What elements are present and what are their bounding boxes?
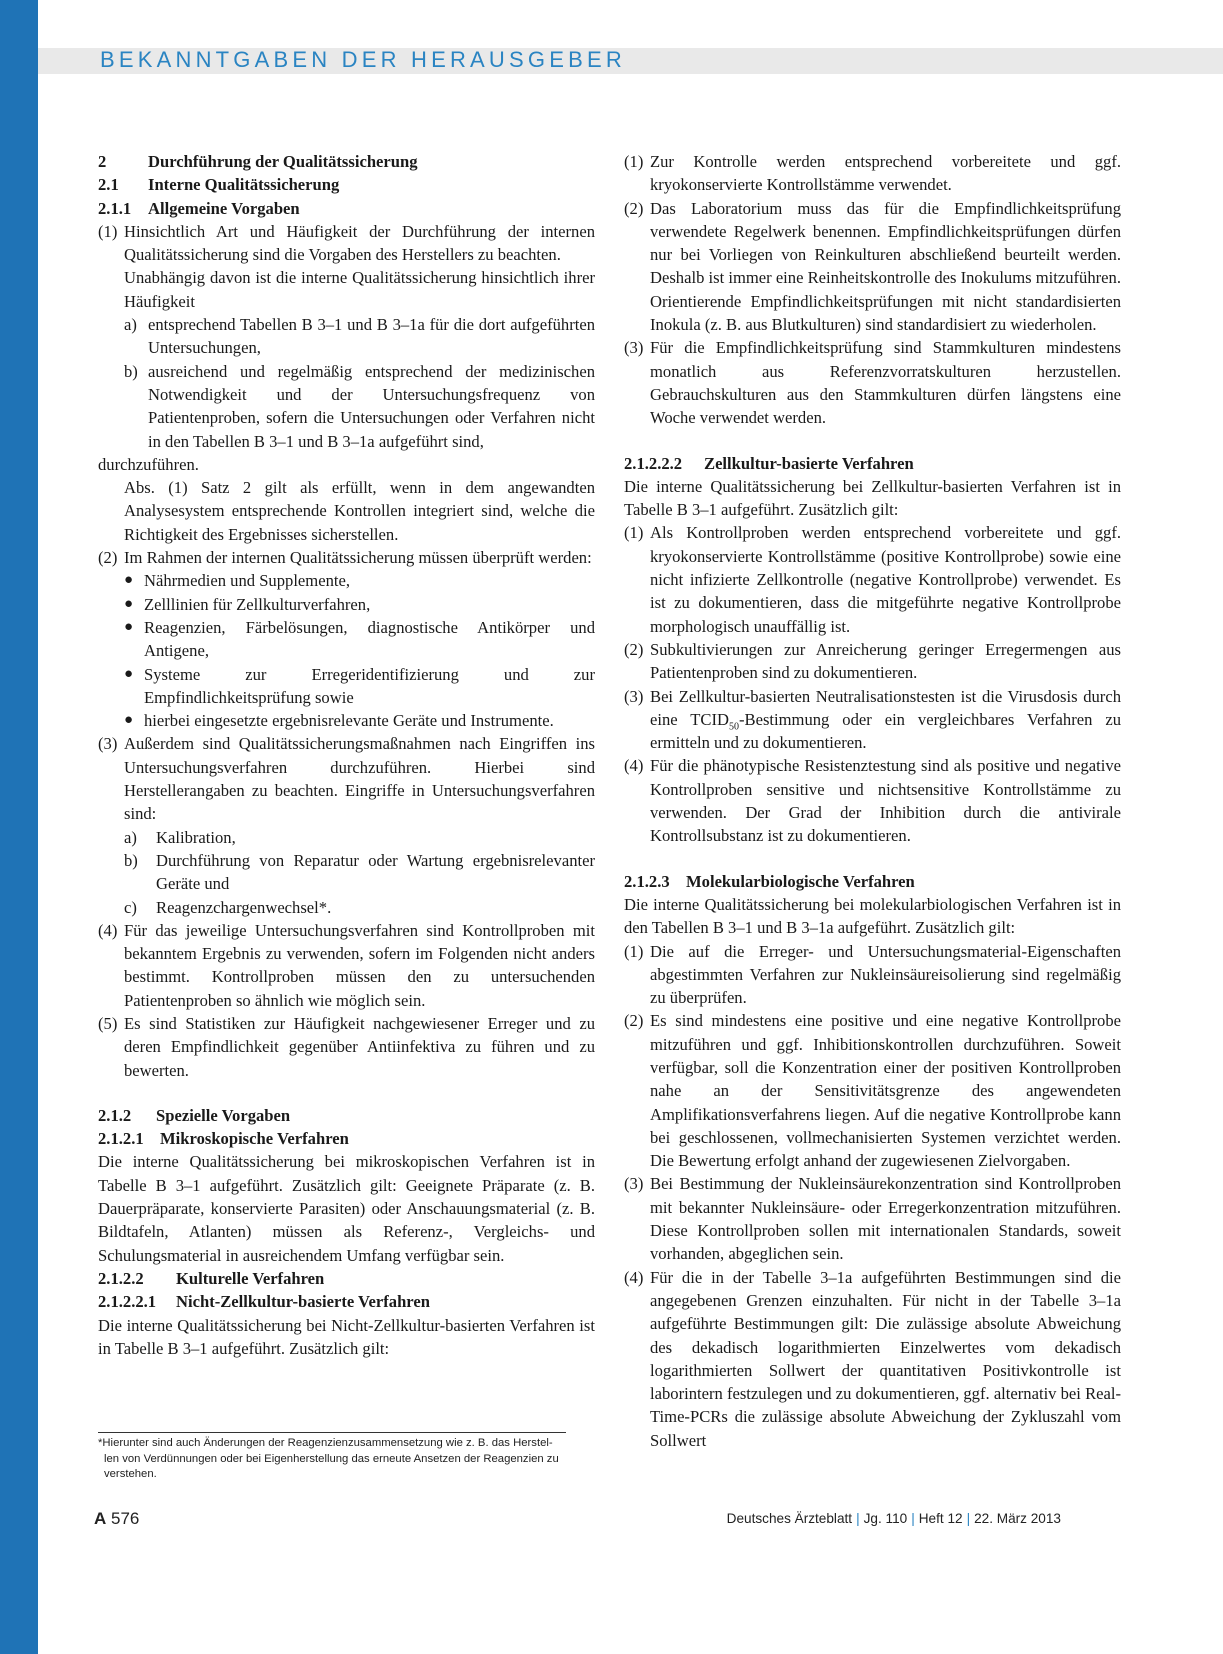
footnote [98,1436,568,1483]
heading-2-1-2-2-1: 2.1.2.2.1 Nicht-Zellkultur-basierte Verfahren [98,1292,430,1312]
heading-2-1: 2.1 Interne Qualitätssicherung [98,175,340,195]
paragraph-z4: (4) Für die phänotypische Resistenztestung sind als positive und negative Kontrollproben sensitive und nichtsensitive Kontrollstämme zu verwenden. Der Grad der Inhibition durch die antivirale Kontrollsubstanz ist zu dokumentieren. [624,756,1121,846]
right-column [624,150,1121,1452]
paragraph-4: (4) Für das jeweilige Untersuchungsverfahren sind Kontrollproben mit bekanntem Ergebnis zu verwenden, sofern im Folgenden nicht anders bestimmt. Kontrollproben müssen den zu untersuchenden Patientenproben so ähnlich wie möglich sein. [98,920,595,1010]
paragraph-1-note: Abs. (1) Satz 2 gilt als erfüllt, wenn in dem angewandten Analysesystem entsprechende Kontrollen integriert sind, welche die Richtigkeit des Ergebnisses sicherstellen. [124,478,595,544]
paragraph-microscopy: Die interne Qualitätssicherung bei mikroskopischen Verfahren ist in Tabelle B 3–1 aufgeführt. Zusätzlich gilt: Geeignete Präparate (z. B. Dauerpräparate, konservierte Parasiten) oder Anschauungsmaterial (z. B. Bildtafeln, Atlanten) müssen als Referenz-, Vergleichs- und Schulungsmaterial in ausreichendem Umfang verfügbar sein. [98,1152,595,1265]
heading-2-1-2-2-2: 2.1.2.2.2 Zellkultur-basierte Verfahren [624,453,914,473]
list-item-c: c) Reagenzchargenwechsel*. [124,897,332,917]
footnote-rule [98,1432,566,1433]
paragraph-non-cell-culture: Die interne Qualitätssicherung bei Nicht-Zellkultur-basierten Verfahren ist in Tabelle B 3–1 aufgeführt. Zusätzlich gilt: [98,1315,595,1358]
paragraph-molecular: Die interne Qualitätssicherung bei molekularbiologischen Verfahren ist in den Tabellen B 3–1 und B 3–1a aufgeführt. Zusätzlich gilt: [624,894,1121,938]
paragraph-1: (1) Hinsichtlich Art und Häufigkeit der Durchführung der internen Qualitätssicherung sind die Vorgaben des Herstellers zu beachten. [98,221,595,265]
bullet-item: ● Reagenzien, Färbelösungen, diagnostische Antikörper und Antigene, [124,617,595,661]
paragraph-z2: (2) Subkultivierungen zur Anreicherung geringer Erregermengen aus Patientenproben sind zu dokumentieren. [624,639,1121,683]
footnote-line: len von Verdünnungen oder bei Eigenherstellung das erneute Ansetzen der Reagenzien zu [104,1452,559,1465]
paragraph-2: (2) Im Rahmen der internen Qualitätssicherung müssen überprüft werden: [98,548,592,568]
left-column [98,150,595,1360]
journal-citation: Deutsches Ärzteblatt | Jg. 110 | Heft 12 | 22. März 2013 [726,1511,1061,1526]
journal-name: Deutsches Ärzteblatt [726,1511,853,1526]
journal-volume: Jg. 110 [863,1511,908,1526]
bullet-item: ● Nährmedien und Supplemente, [124,571,350,591]
heading-2-1-1: 2.1.1 Allgemeine Vorgaben [98,198,300,218]
heading-2-1-2: 2.1.2 Spezielle Vorgaben [98,1105,291,1125]
paragraph-5: (5) Es sind Statistiken zur Häufigkeit nachgewiesener Erreger und zu deren Empfindlichkeit gegenüber Antiinfektiva zu führen und zu bewerten. [98,1013,595,1080]
paragraph-r3: (3) Für die Empfindlichkeitsprüfung sind Stammkulturen mindestens monatlich aus Referenzvorratskulturen herzustellen. Gebrauchskulturen aus den Stammkulturen dürfen längstens eine Woche verwendet werden. [624,338,1121,428]
page-number: A 576 [94,1509,140,1528]
heading-2-1-2-2: 2.1.2.2 Kulturelle Verfahren [98,1268,325,1288]
section-header-title: BEKANNTGABEN DER HERAUSGEBER [100,47,626,72]
bullet-item: ● hierbei eingesetzte ergebnisrelevante Geräte und Instrumente. [124,711,554,731]
paragraph-1-continued: Unabhängig davon ist die interne Qualitätssicherung hinsichtlich ihrer Häufigkeit [124,268,595,311]
footnote-line: *Hierunter sind auch Änderungen der Reagenzienzusammensetzung wie z. B. das Herstel- [98,1437,553,1449]
paragraph-m4: (4) Für die in der Tabelle 3–1a aufgeführten Bestimmungen sind die angegebenen Grenzen einzuhalten. Für nicht in der Tabelle 3–1a aufgeführte Bestimmungen gilt: Die zulässige absolute Abweichung des dekadisch logarithmierten Einzelwertes vom dekadisch logarithmierten Sollwert der quantitativen Positivkontrolle ist laborintern festzulegen und zu dokumentieren, ggf. alternativ bei Real-Time-PCRs die zulässige absolute Abweichung der Zykluszahl vom Sollwert [624,1267,1121,1450]
list-item-b: b) ausreichend und regelmäßig entsprechend der medizinischen Notwendigkeit und der Untersuchungsfrequenz von Patientenproben, sofern die Untersuchungen oder Verfahren nicht in den Tabellen B 3–1 und B 3–1a aufgeführt sind, [124,361,595,451]
bullet-item: ● Systeme zur Erregeridentifizierung und zur Empfindlichkeitsprüfung sowie [124,664,595,707]
heading-2-1-2-3: 2.1.2.3 Molekularbiologische Verfahren [624,871,915,891]
paragraph-cell-culture: Die interne Qualitätssicherung bei Zellkultur-basierten Verfahren ist in Tabelle B 3–1 aufgeführt. Zusätzlich gilt: [624,476,1121,520]
paragraph-m1: (1) Die auf die Erreger- und Untersuchungsmaterial-Eigenschaften abgestimmten Verfahren zur Nukleinsäureisolierung sind regelmäßig zu überprüfen. [624,941,1121,1008]
bullet-item: ● Zelllinien für Zellkulturverfahren, [124,594,371,614]
paragraph-m3: (3) Bei Bestimmung der Nukleinsäurekonzentration sind Kontrollproben mit bekannter Nukleinsäure- oder Erregerkonzentration mitzuführen. Diese Kontrollproben sollen mit internationalen Standards, soweit vorhanden, abgeglichen sein. [624,1174,1121,1264]
heading-2-1-2-1: 2.1.2.1 Mikroskopische Verfahren [98,1129,349,1149]
paragraph-z3: (3) Bei Zellkultur-basierten Neutralisationstesten ist die Virusdosis durch eine $TCID_{50}$-Bestimmung oder ein vergleichbares Verfahren zu ermitteln und zu dokumentieren. [624,686,1122,753]
paragraph-z1: (1) Als Kontrollproben werden entsprechend vorbereitete und ggf. kryokonservierte Kontrollstämme (positive Kontrollprobe) sowie eine nicht infizierte Zellkontrolle (negative Kontrollprobe) verwendet. Es ist zu dokumentieren, dass die mitgeführte negative Kontrollprobe morphologisch unauffällig ist. [624,523,1121,636]
heading-2: 2 Durchführung der Qualitätssicherung [98,152,418,171]
paragraph-r1: (1) Zur Kontrolle werden entsprechend vorbereitete und ggf. kryokonservierte Kontrollstämme verwendet. [624,152,1121,195]
paragraph-r2: (2) Das Laboratorium muss das für die Empfindlichkeitsprüfung verwendete Regelwerk benennen. Empfindlichkeitsprüfungen dürfen nur bei Vorliegen von Reinkulturen abschließend beurteilt werden. Deshalb ist immer eine Reinheitskontrolle des Inokulums mitzuführen. Orientierende Empfindlichkeitsprüfungen mit nicht standardisierten Inokula (z. B. aus Blutkulturen) sind standardisiert zu wiederholen. [624,198,1121,335]
list-item-b: b) Durchführung von Reparatur oder Wartung ergebnisrelevanter Geräte und [124,850,595,894]
paragraph-1-close: durchzuführen. [98,454,199,474]
journal-date: 22. März 2013 [974,1511,1061,1526]
paragraph-m2: (2) Es sind mindestens eine positive und eine negative Kontrollprobe mitzuführen und ggf. Inhibitionskontrollen durchzuführen. Soweit verfügbar, soll die Konzentration einer der positiven Kontrollproben nahe an der Sensitivitätsgrenze des angewendeten Amplifikationsverfahrens liegen. Auf die negative Kontrollprobe kann bei geschlossenen, vollmechanisierten Systemen verzichtet werden. Die Bewertung erfolgt anhand der zugewiesenen Zielvorgaben. [624,1011,1121,1171]
journal-issue: Heft 12 [918,1511,963,1526]
list-item-a: a) entsprechend Tabellen B 3–1 und B 3–1a für die dort aufgeführten Untersuchungen, [124,315,595,358]
list-item-a: a) Kalibration, [124,827,236,847]
paragraph-3: (3) Außerdem sind Qualitätssicherungsmaßnahmen nach Eingriffen ins Untersuchungsverfahren durchzuführen. Hierbei sind Herstellerangaben zu beachten. Eingriffe in Untersuchungsverfahren sind: [98,734,595,824]
footnote-line: verstehen. [104,1468,157,1480]
side-accent-bar [0,0,38,1654]
